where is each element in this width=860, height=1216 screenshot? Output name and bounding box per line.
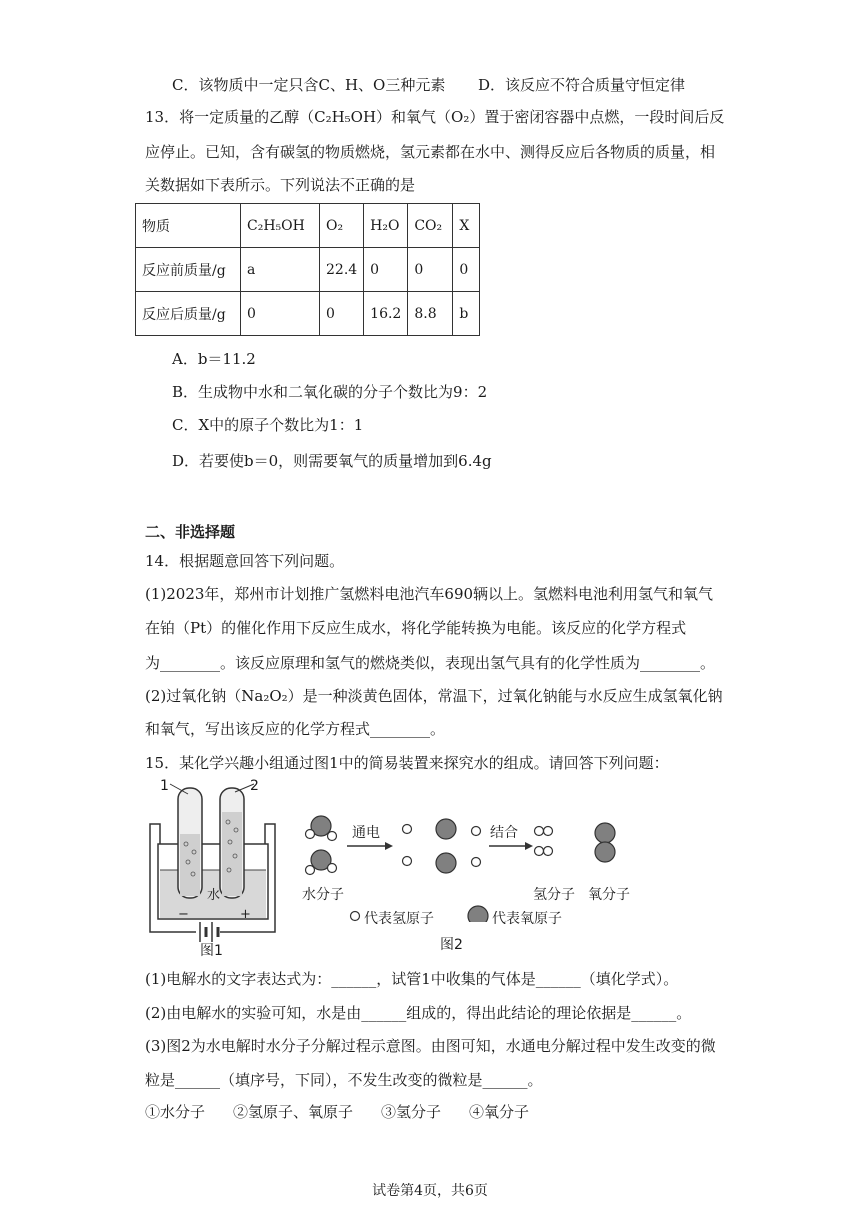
table-cell: 0: [320, 292, 364, 336]
electrolysis-apparatus-drawing: [140, 782, 285, 957]
figure-1: [140, 778, 285, 959]
q13-stem-line1: 13．将一定质量的乙醇（C₂H₅OH）和氧气（O₂）置于密闭容器中点燃，一段时间后反: [145, 108, 725, 126]
table-cell: 0: [364, 248, 408, 292]
table-cell: O₂: [320, 204, 364, 248]
hydrogen-molecule-label: 氢分子: [533, 887, 575, 903]
water-molecule-label: 水分子: [302, 887, 344, 903]
q14-p2-line1: (2)过氧化钠（Na₂O₂）是一种淡黄色固体，常温下，过氧化钠能与水反应生成氢氧化钠: [145, 687, 723, 705]
negative-terminal-label: −: [178, 907, 189, 922]
page-footer: 试卷第4页，共6页: [372, 1183, 488, 1199]
oxygen-molecule-label: 氧分子: [588, 887, 630, 903]
tube-1-label: 1: [160, 778, 169, 794]
water-label: 水: [207, 888, 221, 903]
table-cell: 物质: [136, 204, 241, 248]
table-cell: b: [453, 292, 480, 336]
choice-item: ①水分子: [145, 1103, 206, 1121]
q14-p2-line2: 和氧气，写出该反应的化学方程式________。: [145, 720, 446, 738]
q14-p1-line3: 为________。该反应原理和氢气的燃烧类似，表现出氢气具有的化学性质为________。: [145, 654, 716, 672]
table-cell: 8.8: [408, 292, 453, 336]
section-title: 二、非选择题: [145, 523, 236, 541]
choice-item: ②氢原子、氧原子: [233, 1103, 354, 1121]
table-cell: 0: [241, 292, 320, 336]
figure-2: [300, 812, 645, 957]
legend-oxygen-label: 代表氧原子: [492, 911, 562, 927]
q13-data-table: [135, 203, 480, 336]
electrify-label: 通电: [352, 825, 380, 841]
table-cell: 22.4: [320, 248, 364, 292]
table-cell: a: [241, 248, 320, 292]
positive-terminal-label: +: [240, 907, 251, 922]
table-cell: 16.2: [364, 292, 408, 336]
table-cell: X: [453, 204, 480, 248]
q13-stem-line2: 应停止。已知，含有碳氢的物质燃烧，氢元素都在水中、测得反应后各物质的质量，相: [145, 143, 716, 161]
q14-stem: 14．根据题意回答下列问题。: [145, 552, 345, 570]
q13-stem-line3: 关数据如下表所示。下列说法不正确的是: [145, 176, 416, 194]
tube-2-label: 2: [250, 778, 259, 794]
q13-option-c: C．X中的原子个数比为1：1: [172, 416, 364, 434]
q15-p3-line2: 粒是______（填序号，下同），不发生改变的微粒是______。: [145, 1071, 543, 1089]
q15-p1: (1)电解水的文字表达式为：______，试管1中收集的气体是______（填化学式）。: [145, 970, 679, 988]
q15-p2: (2)由电解水的实验可知，水是由______组成的，得出此结论的理论依据是______。: [145, 1004, 692, 1022]
table-header-row: [136, 204, 480, 248]
q12-option-c: C．该物质中一定只含C、H、O三种元素: [172, 76, 446, 94]
table-cell: H₂O: [364, 204, 408, 248]
q13-option-d: D．若要使b＝0，则需要氧气的质量增加到6.4g: [172, 452, 492, 470]
q15-stem: 15．某化学兴趣小组通过图1中的简易装置来探究水的组成。请回答下列问题：: [145, 754, 669, 772]
q14-p1-line1: (1)2023年，郑州市计划推广氢燃料电池汽车690辆以上。氢燃料电池利用氢气和氧气: [145, 585, 714, 603]
choice-item: ③氢分子: [381, 1103, 442, 1121]
q15-choices: [145, 1101, 529, 1122]
table-cell: 反应前质量/g: [136, 248, 241, 292]
q14-p1-line2: 在铂（Pt）的催化作用下反应生成水，将化学能转换为电能。该反应的化学方程式: [145, 619, 687, 637]
table-row: [136, 292, 480, 336]
figure-1-caption: 图1: [200, 943, 223, 959]
table-cell: 0: [453, 248, 480, 292]
table-cell: C₂H₅OH: [241, 204, 320, 248]
table-cell: 反应后质量/g: [136, 292, 241, 336]
figure-2-caption: 图2: [440, 937, 463, 953]
q12-option-d: D．该反应不符合质量守恒定律: [478, 76, 686, 94]
legend-hydrogen-label: 代表氢原子: [364, 911, 434, 927]
table-cell: CO₂: [408, 204, 453, 248]
q15-p3-line1: (3)图2为水电解时水分子分解过程示意图。由图可知，水通电分解过程中发生改变的微: [145, 1037, 716, 1055]
q13-option-a: A．b＝11.2: [172, 350, 256, 368]
table-cell: 0: [408, 248, 453, 292]
q13-option-b: B．生成物中水和二氧化碳的分子个数比为9：2: [172, 383, 488, 401]
combine-label: 结合: [490, 825, 518, 841]
table-row: [136, 248, 480, 292]
choice-item: ④氧分子: [469, 1103, 530, 1121]
